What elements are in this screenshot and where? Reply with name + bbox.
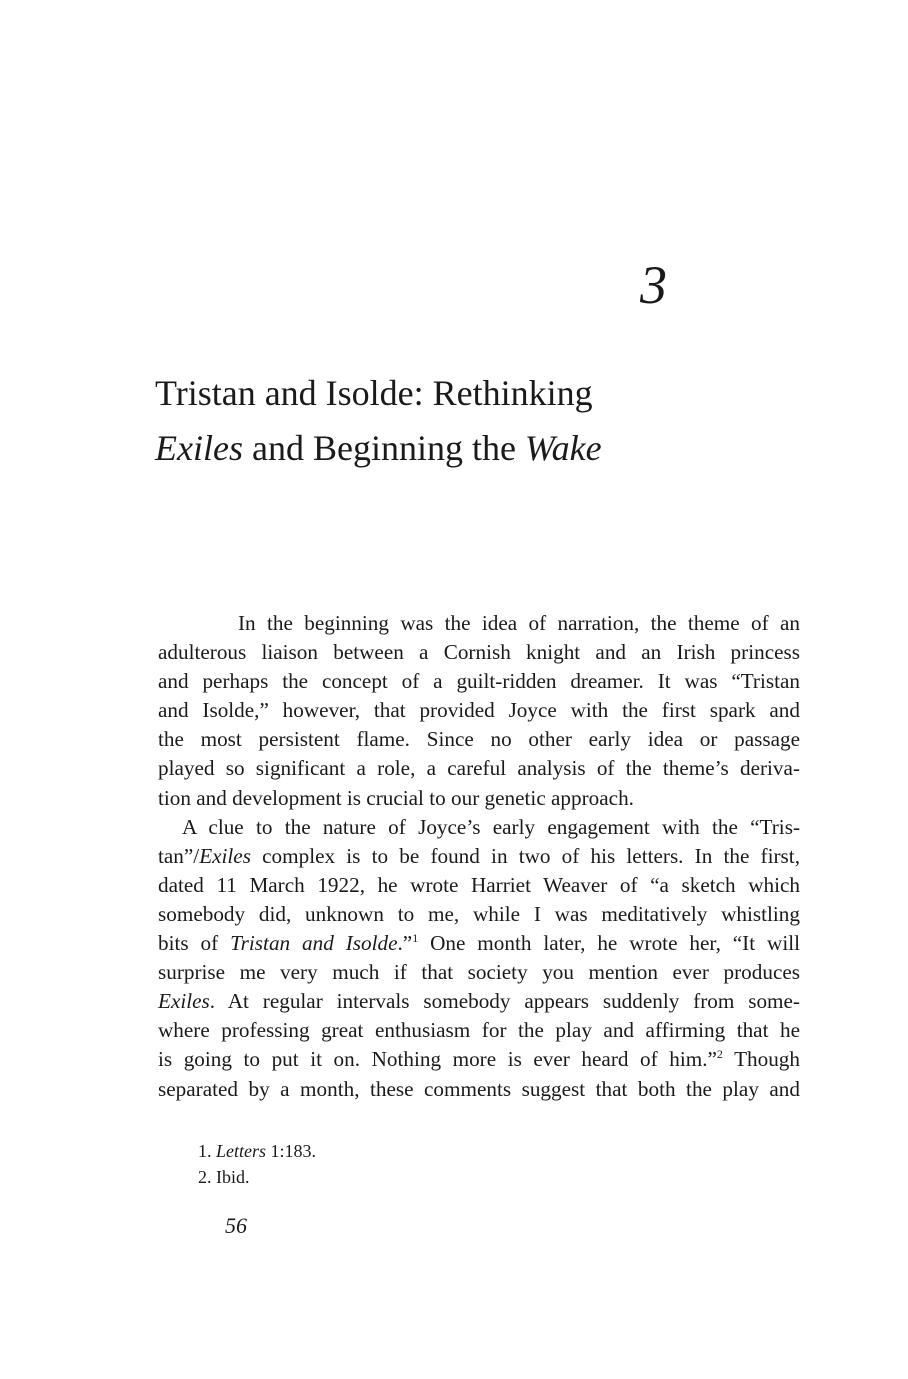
footnote-1: [198, 1138, 598, 1164]
text-line: [158, 1045, 800, 1074]
text-line: A clue to the nature of Joyce’s early engagement with the “Tris-: [182, 814, 800, 839]
text-line: surprise me very much if that society you mention ever produces: [158, 960, 800, 985]
text-run: One month later, he wrote her, “It will: [418, 931, 800, 956]
text-line: adulterous liaison between a Cornish knight and an Irish princess: [158, 640, 800, 665]
text-run: tan”/: [158, 843, 200, 868]
paragraph-2: [158, 813, 800, 1104]
footnote-ref: 1:183.: [266, 1141, 317, 1161]
footnote-ref: Ibid.: [216, 1167, 250, 1187]
title-middle: and Beginning the: [242, 428, 525, 468]
text-line: and perhaps the concept of a guilt-ridden dreamer. It was “Tristan: [158, 669, 800, 694]
text-line: played so significant a role, a careful analysis of the theme’s deriva-: [158, 756, 800, 781]
text-line: In the beginning was the idea of narration, the theme of an: [238, 611, 800, 635]
italic-tristan-and-isolde: Tristan and Isolde: [230, 931, 398, 956]
footnote-2: [198, 1164, 598, 1190]
text-line: somebody did, unknown to me, while I was meditatively whistling: [158, 901, 800, 926]
title-exiles: Exiles: [155, 428, 243, 468]
footnote-source: Letters: [216, 1141, 267, 1161]
footnote-number: 1.: [198, 1141, 216, 1161]
italic-exiles: Exiles: [199, 843, 251, 868]
text-run: .”: [397, 931, 413, 956]
text-line: separated by a month, these comments suggest that both the play and: [158, 1076, 800, 1101]
paragraph-1: [158, 609, 800, 813]
chapter-title: [155, 366, 775, 476]
text-line: the most persistent flame. Since no other early idea or passage: [158, 727, 800, 752]
chapter-title-line-2: [155, 421, 775, 476]
title-wake: Wake: [524, 428, 602, 468]
text-run: Though: [722, 1047, 800, 1072]
italic-exiles: Exiles: [158, 989, 210, 1014]
chapter-title-line-1: Tristan and Isolde: Rethinking: [155, 373, 593, 413]
footnotes: [198, 1138, 598, 1190]
text-run: is going to put it on. Nothing more is ever heard of him.”: [158, 1047, 717, 1072]
text-run: . At regular intervals somebody appears suddenly from some-: [209, 989, 800, 1014]
text-line: dated 11 March 1922, he wrote Harriet Weaver of “a sketch which: [158, 872, 800, 897]
chapter-number: 3: [640, 255, 667, 315]
page-number: 56: [225, 1213, 247, 1238]
text-line: and Isolde,” however, that provided Joyce with the first spark and: [158, 698, 800, 723]
text-line: [158, 842, 800, 871]
footnote-number: 2.: [198, 1167, 216, 1187]
text-line: where professing great enthusiasm for the play and affirming that he: [158, 1018, 800, 1043]
footnote-ref-1: 1: [412, 931, 419, 946]
text-line: tion and development is crucial to our genetic approach.: [158, 785, 634, 810]
text-run: complex is to be found in two of his letters. In the first,: [250, 843, 800, 868]
footnote-ref-2: 2: [716, 1047, 723, 1062]
text-line: [158, 987, 800, 1016]
body-text: [158, 609, 800, 1104]
text-line: [158, 929, 800, 958]
text-run: bits of: [158, 931, 231, 956]
